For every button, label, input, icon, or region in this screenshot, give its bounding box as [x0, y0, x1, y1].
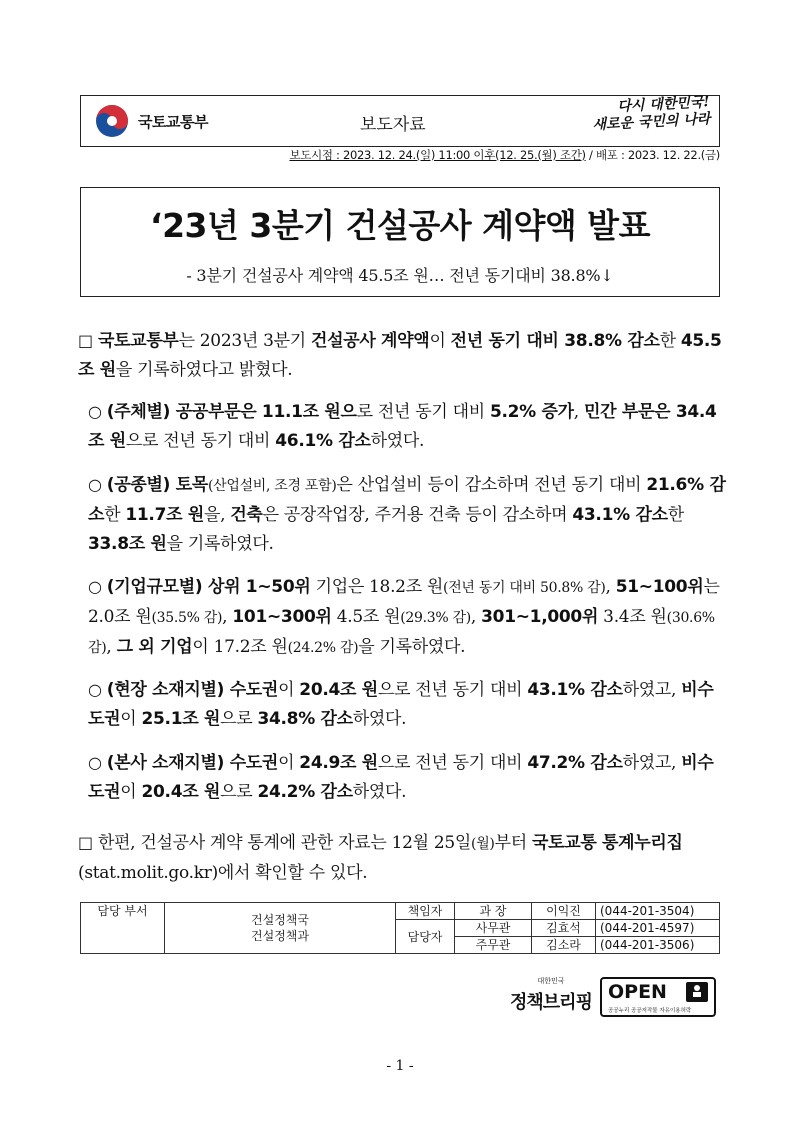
text: 기업은 18.2조 원: [310, 577, 444, 597]
text: (35.5% 감): [151, 610, 223, 626]
policy-briefing-logo: [508, 976, 594, 1014]
text: (stat.molit.go.kr)에서 확인할 수 있다.: [78, 863, 368, 883]
text: ,: [573, 402, 584, 422]
text: 한: [104, 505, 126, 525]
text: 으로 전년 동기 대비: [125, 431, 276, 451]
person-icon: [686, 982, 708, 1002]
bold-text: 24.2% 감소: [257, 782, 353, 802]
text: ,: [605, 577, 616, 597]
circle-bullet-icon: ○: [88, 577, 102, 596]
slogan-line-1: 다시 대한민국!: [616, 94, 710, 115]
text: (24.2% 감): [287, 640, 359, 656]
open-license-subtitle: 공공누리 공공저작물 자유이용허락: [608, 1008, 692, 1014]
contact-table: [80, 902, 720, 954]
policy-briefing-top: 대한민국: [537, 977, 565, 985]
release-info: [80, 147, 720, 163]
text: 부터: [494, 833, 532, 853]
open-label: OPEN: [608, 981, 667, 1003]
staff-label: 담당자: [396, 920, 455, 954]
closing-paragraph: [78, 828, 728, 888]
text: ,: [222, 607, 233, 627]
bullet-by-entity: [88, 397, 728, 456]
bold-text: 47.2% 감소: [527, 753, 623, 773]
contact-name: 김소라: [532, 937, 596, 954]
bold-text: 전년 동기 대비 38.8% 감소: [450, 331, 660, 351]
contact-title: 사무관: [455, 920, 532, 937]
circle-bullet-icon: ○: [88, 402, 102, 421]
distribution-date: / 배포 : 2023. 12. 22.(금): [585, 148, 720, 162]
text: 한: [667, 505, 684, 525]
bold-text: 46.1% 감소: [275, 431, 371, 451]
circle-bullet-icon: ○: [88, 753, 102, 772]
bold-text: 건설공사 계약액: [310, 331, 430, 351]
text: 하였다.: [352, 782, 407, 802]
bold-text: (기업규모별) 상위 1~50위: [106, 577, 311, 597]
text: (29.3% 감): [400, 610, 471, 626]
bullet-by-site-location: [88, 675, 728, 734]
bold-text: 24.9조 원: [299, 753, 378, 773]
text: 으로: [220, 709, 258, 729]
contact-phone: (044-201-4597): [596, 920, 720, 937]
bullet-by-company-size: [88, 572, 728, 663]
contact-title: 주무관: [455, 937, 532, 954]
contact-name: 김효석: [532, 920, 596, 937]
bold-text: 건축: [230, 505, 263, 525]
text: 이: [278, 680, 300, 700]
bold-text: 5.2% 증가: [489, 402, 574, 422]
department-cell: [165, 903, 396, 954]
text: (30.6% 감): [88, 610, 715, 656]
text: 으로 전년 동기 대비: [377, 753, 528, 773]
text: 3.4조 원: [598, 607, 667, 627]
contact-phone: (044-201-3506): [596, 937, 720, 954]
responsible-label: 책임자: [396, 903, 455, 920]
text: 이: [429, 331, 451, 351]
text: 이: [278, 753, 300, 773]
bold-text: 그 외 기업: [116, 637, 193, 657]
bold-text: 25.1조 원: [141, 709, 221, 729]
text: 을,: [203, 505, 231, 525]
text: 하였다.: [352, 709, 407, 729]
bold-text: (공종별) 토목: [106, 475, 208, 495]
bold-text: 43.1% 감소: [527, 680, 623, 700]
bold-text: 20.4조 원: [141, 782, 221, 802]
text: 한편, 건설공사 계약 통계에 관한 자료는 12월 25일: [97, 833, 472, 853]
embargo-time: 보도시점 : 2023. 12. 24.(일) 11:00 이후(12. 25.(월) 조간): [289, 148, 586, 162]
ministry-name: 국토교통부: [138, 113, 208, 131]
text: 을 기록하였다.: [166, 534, 274, 554]
bold-text: 국토교통부: [97, 331, 179, 351]
policy-briefing-text: 정책브리핑: [510, 992, 592, 1013]
bold-text: (본사 소재지별) 수도권: [106, 753, 279, 773]
bold-text: 비수도권: [88, 680, 714, 729]
text: 하였고,: [622, 753, 682, 773]
square-bullet-icon: □: [78, 833, 93, 852]
intro-paragraph: [78, 326, 728, 385]
text: 이 17.2조 원: [192, 637, 288, 657]
text: 을 기록하였다.: [358, 637, 466, 657]
bold-text: 비수도권: [88, 753, 714, 802]
text: 으로: [220, 782, 258, 802]
bullet-by-work-type: [88, 470, 728, 559]
bold-text: 34.8% 감소: [257, 709, 353, 729]
bold-text: 33.8조 원: [88, 534, 167, 554]
text: 으로 전년 동기 대비: [377, 680, 528, 700]
text: 4.5조 원: [331, 607, 401, 627]
bold-text: 51~100위: [615, 577, 704, 597]
text: (산업설비, 조경 포함): [207, 478, 337, 494]
page-subtitle: - 3분기 건설공사 계약액 45.5조 원… 전년 동기대비 38.8%↓: [186, 266, 614, 285]
text: ,: [470, 607, 482, 627]
circle-bullet-icon: ○: [88, 475, 102, 494]
bold-text: 45.5조 원: [78, 331, 722, 380]
text: (전년 동기 대비 50.8% 감): [443, 580, 606, 596]
division-name: 건설정책과: [251, 929, 309, 943]
text: 는 2.0조 원: [88, 577, 720, 627]
text: 이: [120, 709, 142, 729]
bold-text: 20.4조 원: [299, 680, 378, 700]
bold-text: 21.6% 감소: [88, 475, 726, 525]
open-license-logo: [600, 977, 716, 1017]
slogan-line-2: 새로운 국민의 나라: [592, 111, 711, 134]
contact-phone: (044-201-3504): [596, 903, 720, 920]
bold-text: (현장 소재지별) 수도권: [106, 680, 279, 700]
text: 로 전년 동기 대비: [356, 402, 490, 422]
text: 은 공장작업장, 주거용 건축 등이 감소하며: [262, 505, 573, 525]
person-badge-icon: [686, 982, 708, 1002]
text: (월): [471, 836, 495, 852]
circle-bullet-icon: ○: [88, 680, 102, 699]
text: 한: [659, 331, 681, 351]
text: 은 산업설비 등이 감소하며 전년 동기 대비: [336, 475, 647, 495]
government-emblem-icon: [95, 104, 129, 138]
bold-text: 43.1% 감소: [572, 505, 668, 525]
table-row: [81, 903, 720, 920]
text: 이: [120, 782, 142, 802]
page-number: - 1 -: [386, 1058, 414, 1074]
page-title: ‘23년 3분기 건설공사 계약액 발표: [150, 206, 650, 245]
text: 하였다.: [370, 431, 425, 451]
bold-text: 101~300위: [232, 607, 332, 627]
square-bullet-icon: □: [78, 331, 93, 350]
contact-title: 과 장: [455, 903, 532, 920]
bold-text: 민간 부문은 34.4조 원: [88, 402, 717, 451]
document-type: 보도자료: [360, 115, 426, 135]
bold-text: 국토교통 통계누리집: [531, 833, 683, 853]
bureau-name: 건설정책국: [251, 913, 309, 927]
contact-name: 이익진: [532, 903, 596, 920]
text: ,: [106, 637, 117, 657]
text: 는 2023년 3분기: [178, 331, 311, 351]
bullet-by-headquarters-location: [88, 748, 728, 807]
bold-text: (주체별) 공공부문은 11.1조 원으: [106, 402, 357, 422]
bold-text: 301~1,000위: [481, 607, 599, 627]
text: 하였고,: [622, 680, 682, 700]
bold-text: 11.7조 원: [125, 505, 204, 525]
dept-label: 담당 부서: [81, 903, 165, 954]
text: 을 기록하였다고 밝혔다.: [115, 360, 293, 380]
